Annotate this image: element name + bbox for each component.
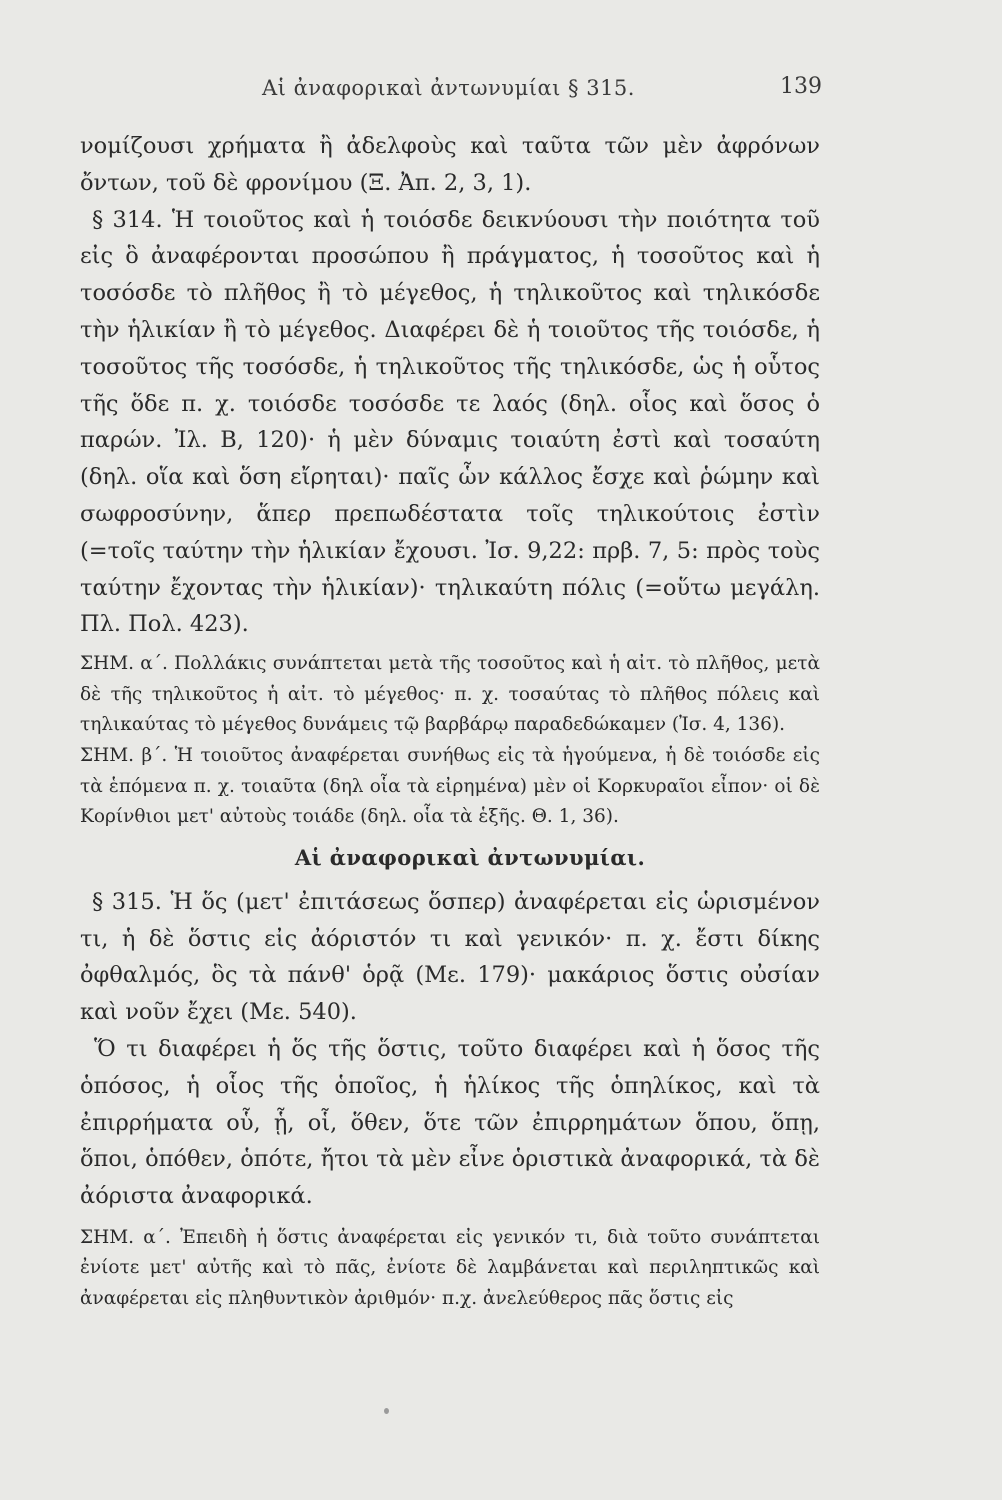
body-text: [80, 128, 820, 1315]
paragraph-section-314: § 314. Ἡ τοιοῦτος καὶ ἡ τοιόσδε δεικνύουσι τὴν ποιότητα τοῦ εἰς ὃ ἀναφέρονται προσώπου ἢ πράγματος, ἡ τοσοῦτος καὶ ἡ τοσόσδε τὸ πλῆθος ἢ τὸ μέγεθος, ἡ τηλικοῦτος καὶ τηλικόσδε τὴν ἡλικίαν ἢ τὸ μέγεθος. Διαφέρει δὲ ἡ τοιοῦτος τῆς τοιόσδε, ἡ τοσοῦτος τῆς τοσόσδε, ἡ τηλικοῦτος τῆς τηλικόσδε, ὡς ἡ οὗτος τῆς ὅδε π. χ. τοιόσδε τοσόσδε τε λαός (δηλ. οἷος καὶ ὅσος ὁ παρών. Ἰλ. Β, 120)· ἡ μὲν δύναμις τοιαύτη ἐστὶ καὶ τοσαύτη (δηλ. οἵα καὶ ὅση εἴρηται)· παῖς ὧν κάλλος ἔσχε καὶ ῥώμην καὶ σωφροσύνην, ἅπερ πρεπωδέστατα τοῖς τηλικούτοις ἐστὶν (=τοῖς ταύτην τὴν ἡλικίαν ἔχουσι. Ἰσ. 9,22: πρβ. 7, 5: πρὸς τοὺς ταύτην ἔχοντας τὴν ἡλικίαν)· τηλικαύτη πόλις (=οὕτω μεγάλη. Πλ. Πολ. 423).: [80, 206, 820, 638]
print-speck: [384, 1408, 389, 1414]
note-beta-314: ΣΗΜ. β΄. Ἡ τοιοῦτος ἀναφέρεται συνήθως εἰς τὰ ἡγούμενα, ἡ δὲ τοιόσδε εἰς τὰ ἑπόμενα π. χ. τοιαῦτα (δηλ οἷα τὰ εἰρημένα) μὲν οἱ Κορκυραῖοι εἶπον· οἱ δὲ Κορίνθιοι μετ' αὐτοὺς τοιάδε (δηλ. οἷα τὰ ἑξῆς. Θ. 1, 36).: [80, 744, 820, 828]
page-number: 139: [780, 74, 822, 99]
running-header: [0, 72, 1002, 112]
note-alpha-314: ΣΗΜ. α΄. Πολλάκις συνάπτεται μετὰ τῆς τοσοῦτος καὶ ἡ αἰτ. τὸ πλῆθος, μετὰ δὲ τῆς τηλικοῦτος ἡ αἰτ. τὸ μέγεθος· π. χ. τοσαύτας τὸ πλῆθος πόλεις καὶ τηλικαύτας τὸ μέγεθος δυνάμεις τῷ βαρβάρῳ παραδεδώκαμεν (Ἰσ. 4, 136).: [80, 653, 820, 736]
paragraph-relative-adverbs: Ὅ τι διαφέρει ἡ ὅς τῆς ὅστις, τοῦτο διαφέρει καὶ ἡ ὅσος τῆς ὁπόσος, ἡ οἷος τῆς ὁποῖος, ἡ ἡλίκος τῆς ὁπηλίκος, καὶ τὰ ἐπιρρήματα οὗ, ᾗ, οἷ, ὅθεν, ὅτε τῶν ἐπιρρημάτων ὅπου, ὅπῃ, ὅποι, ὁπόθεν, ὁπότε, ἤτοι τὰ μὲν εἶνε ὁριστικὰ ἀναφορικά, τὰ δὲ ἀόριστα ἀναφορικά.: [80, 1035, 820, 1210]
paragraph-section-315: § 315. Ἡ ὅς (μετ' ἐπιτάσεως ὅσπερ) ἀναφέρεται εἰς ὡρισμένον τι, ἡ δὲ ὅστις εἰς ἀόριστόν τι καὶ γενικόν· π. χ. ἔστι δίκης ὀφθαλμός, ὃς τὰ πάνθ' ὁρᾷ (Με. 179)· μακάριος ὅστις οὐσίαν καὶ νοῦν ἔχει (Με. 540).: [80, 888, 820, 1026]
section-heading: Αἱ ἀναφορικαὶ ἀντωνυμίαι.: [294, 844, 646, 870]
paragraph-continuation: νομίζουσι χρήματα ἢ ἀδελφοὺς καὶ ταῦτα τῶν μὲν ἀφρόνων ὄντων, τοῦ δὲ φρονίμου (Ξ. Ἀπ. 2, 3, 1).: [80, 133, 820, 196]
running-title: Αἱ ἀναφορικαὶ ἀντωνυμίαι § 315.: [262, 76, 635, 100]
note-alpha-315: ΣΗΜ. α΄. Ἐπειδὴ ἡ ὅστις ἀναφέρεται εἰς γενικόν τι, διὰ τοῦτο συνάπτεται ἐνίοτε μετ' αὐτῆς καὶ τὸ πᾶς, ἐνίοτε δὲ λαμβάνεται καὶ περιληπτικῶς καὶ ἀναφέρεται εἰς πληθυντικὸν ἀριθμόν· π.χ. ἀνελεύθερος πᾶς ὅστις εἰς: [80, 1226, 820, 1310]
